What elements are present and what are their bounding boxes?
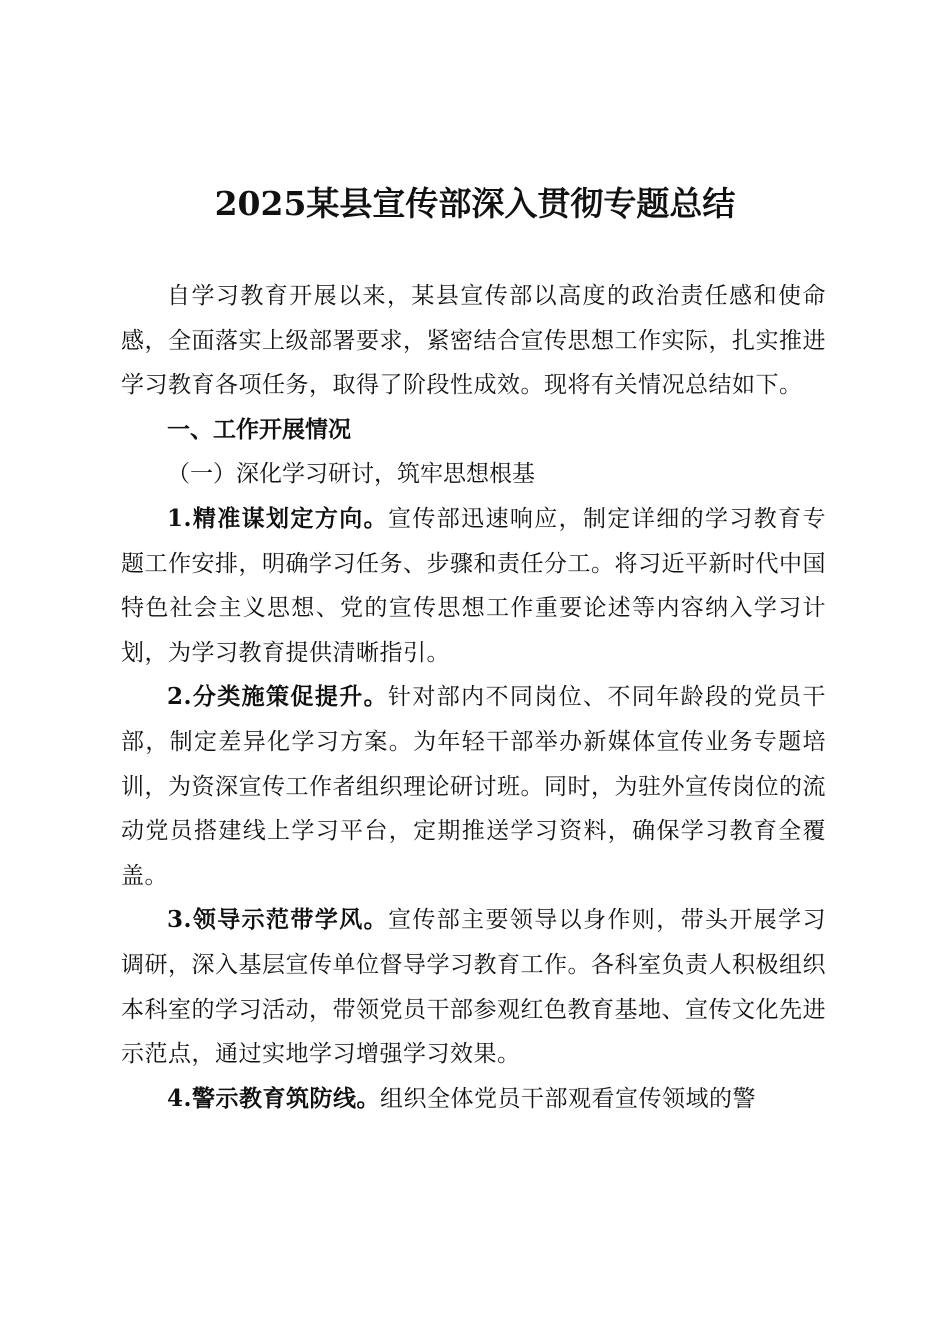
item-lead-2: 2.分类施策促提升。 [167,683,388,711]
item-text-2: 针对部内不同岗位、不同年龄段的党员干部，制定差异化学习方案。为年轻干部举办新媒体宣传业务专题培训，为资深宣传工作者组织理论研讨班。同时，为驻外宣传岗位的流动党员搭建线上学习平台，定期推送学习资料，确保学习教育全覆盖。 [121,684,826,889]
item-lead-3: 3.领导示范带学风。 [167,906,388,934]
intro-paragraph: 自学习教育开展以来，某县宣传部以高度的政治责任感和使命感，全面落实上级部署要求，紧密结合宣传思想工作实际，扎实推进学习教育各项任务，取得了阶段性成效。现将有关情况总结如下。 [121,283,826,399]
document-body [121,274,826,1121]
item-paragraph-3 [121,898,826,1076]
item-lead-4: 4.警示教育筑防线。 [167,1084,381,1112]
item-text-3: 宣传部主要领导以身作则，带头开展学习调研，深入基层宣传单位督导学习教育工作。各科室负责人积极组织本科室的学习活动，带领党员干部参观红色教育基地、宣传文化先进示范点，通过实地学习增强学习效果。 [121,907,826,1068]
item-paragraph-1 [121,497,826,675]
item-text-1: 宣传部迅速响应，制定详细的学习教育专题工作安排，明确学习任务、步骤和责任分工。将习近平新时代中国特色社会主义思想、党的宣传思想工作重要论述等内容纳入学习计划，为学习教育提供清晰指引。 [121,505,826,666]
section-heading: 一、工作开展情况 [167,416,351,443]
item-lead-1: 1.精准谋划定方向。 [167,504,388,532]
item-paragraph-2 [121,675,826,898]
document-title: 2025某县宣传部深入贯彻专题总结 [214,184,736,223]
item-paragraph-4 [121,1077,826,1122]
item-text-4: 组织全体党员干部观看宣传领域的警 [380,1085,757,1112]
subsection-heading: （一）深化学习研讨，筑牢思想根基 [167,461,535,488]
